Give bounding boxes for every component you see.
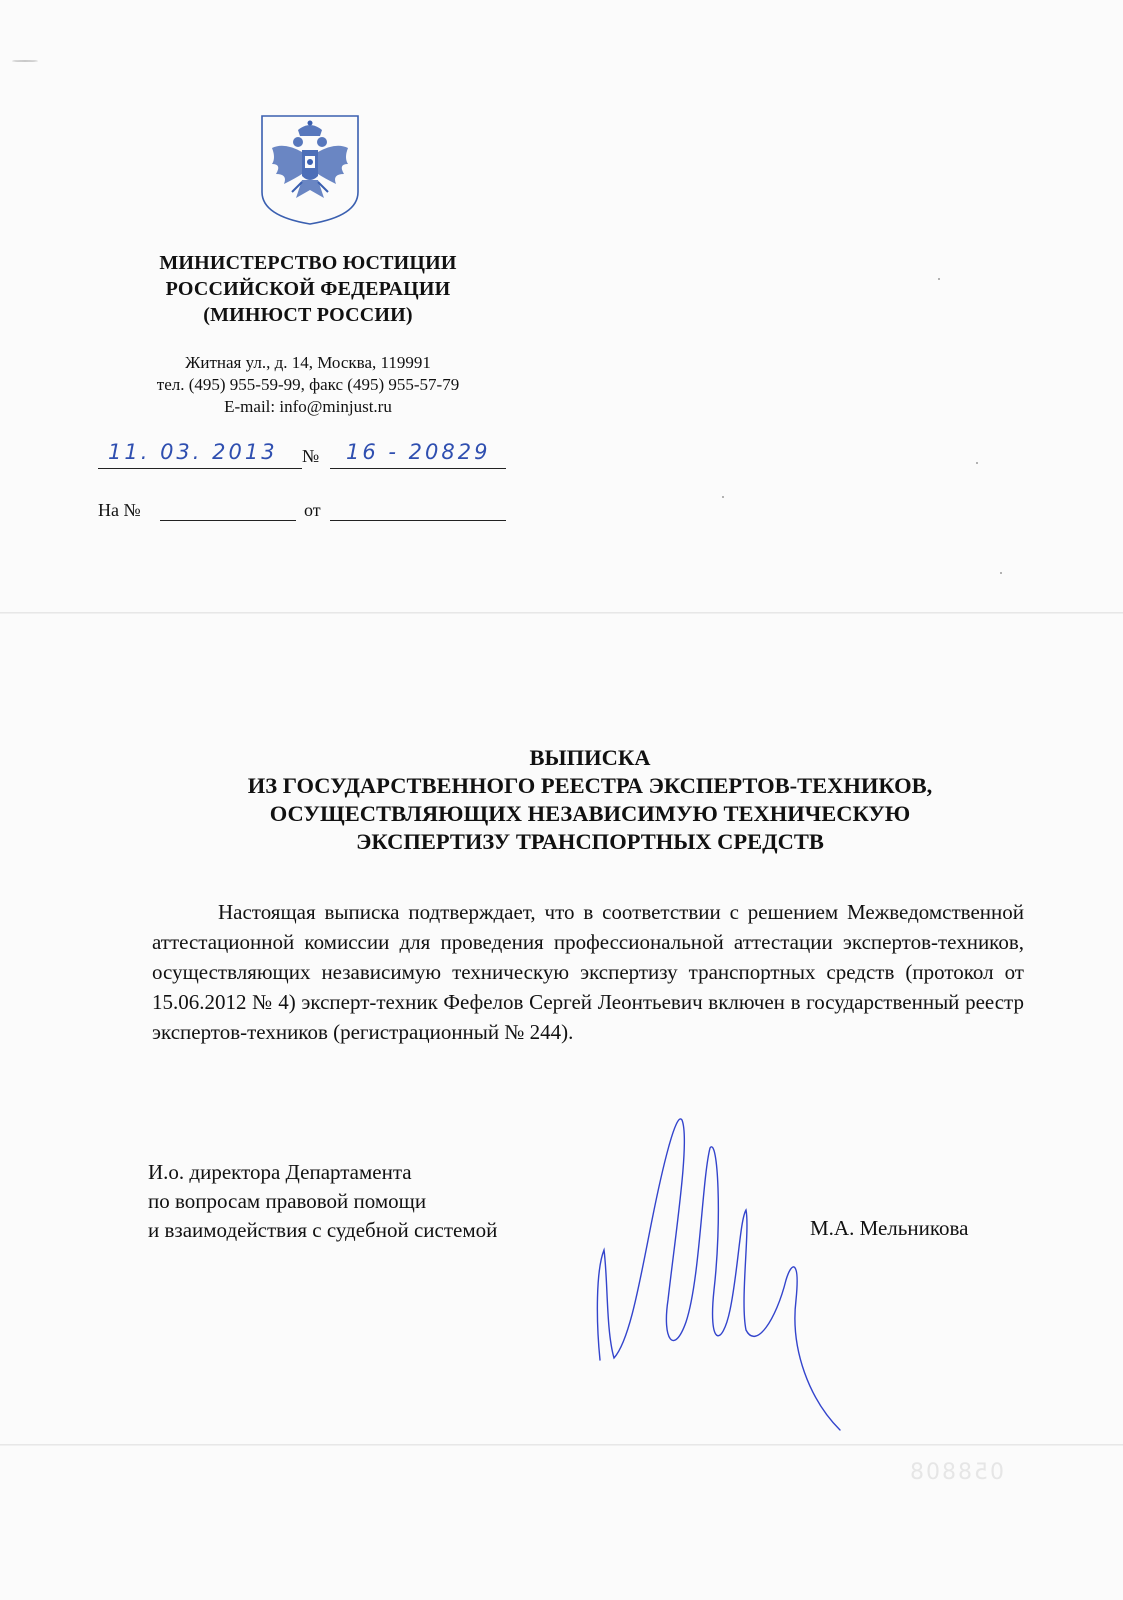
reply-number-underline	[160, 520, 296, 521]
paper-speck	[1000, 572, 1002, 574]
paper-speck	[976, 462, 978, 464]
signer-position-line: по вопросам правовой помощи	[148, 1189, 427, 1213]
title-line: ИЗ ГОСУДАРСТВЕННОГО РЕЕСТРА ЭКСПЕРТОВ-ТЕХНИКОВ,	[247, 773, 933, 798]
title-line: ЭКСПЕРТИЗУ ТРАНСПОРТНЫХ СРЕДСТВ	[356, 829, 824, 854]
paper-speck	[12, 60, 38, 62]
ministry-name	[100, 250, 516, 328]
signer-position-line: И.о. директора Департамента	[148, 1160, 412, 1184]
number-label: №	[302, 446, 320, 466]
address-line: E-mail: info@minjust.ru	[224, 397, 392, 416]
outgoing-date: 11. 03. 2013	[108, 440, 278, 464]
ministry-line: РОССИЙСКОЙ ФЕДЕРАЦИИ	[165, 278, 451, 300]
paper-speck	[938, 278, 940, 280]
ministry-address	[100, 352, 516, 418]
body-paragraph: Настоящая выписка подтверждает, что в соответствии с решением Межведомственной аттестационной комиссии для проведения профессиональной аттестации экспертов-техников, осуществляющих независимую техническую экспертизу транспортных средств (протокол от 15.06.2012 № 4) эксперт-техник Фефелов Сергей Леонтьевич включен в государственный реестр экспертов-техников (регистрационный № 244).	[152, 900, 1024, 1044]
bleed-through-mark: 058808	[908, 1460, 1004, 1485]
ministry-line: МИНИСТЕРСТВО ЮСТИЦИИ	[159, 252, 457, 274]
date-underline	[98, 468, 302, 469]
russian-coat-of-arms-icon	[258, 112, 362, 228]
outgoing-number: 16 - 20829	[346, 440, 491, 464]
title-line: ОСУЩЕСТВЛЯЮЩИХ НЕЗАВИСИМУЮ ТЕХНИЧЕСКУЮ	[269, 801, 911, 826]
reply-number-label: На №	[98, 500, 141, 520]
reply-from-underline	[330, 520, 506, 521]
reply-from-label: от	[304, 500, 321, 520]
number-underline	[330, 468, 506, 469]
address-line: тел. (495) 955-59-99, факс (495) 955-57-79	[156, 375, 460, 394]
address-line: Житная ул., д. 14, Москва, 119991	[185, 353, 431, 372]
paper-fold	[0, 1444, 1123, 1446]
ministry-line: (МИНЮСТ РОССИИ)	[203, 304, 413, 326]
signer-position-line: и взаимодействия с судебной системой	[148, 1218, 498, 1242]
paper-speck	[722, 496, 724, 498]
signer-position	[148, 1158, 497, 1245]
signer-name: М.А. Мельникова	[810, 1216, 969, 1240]
handwritten-signature-icon	[590, 1100, 860, 1440]
document-title	[140, 744, 1040, 856]
title-line: ВЫПИСКА	[529, 745, 651, 770]
paper-fold	[0, 612, 1123, 614]
